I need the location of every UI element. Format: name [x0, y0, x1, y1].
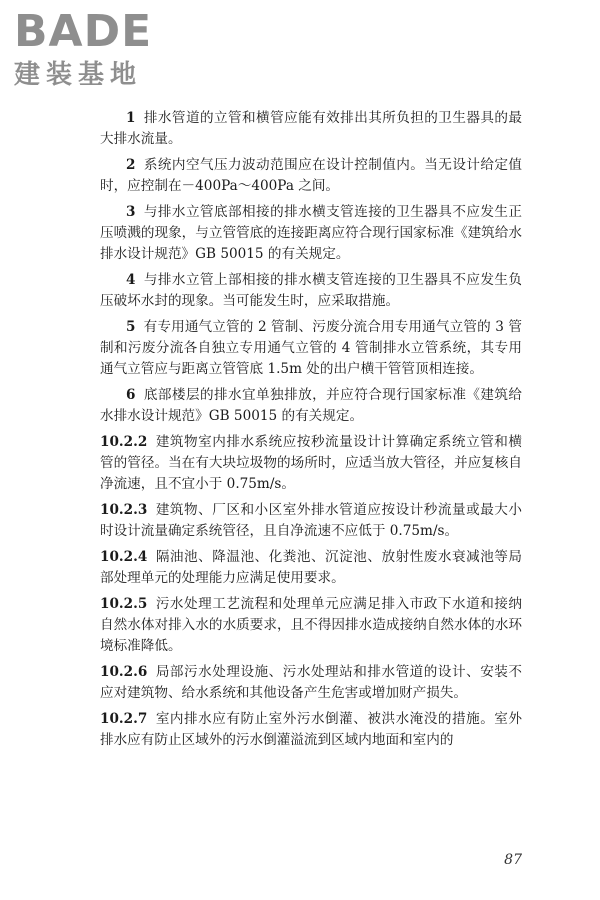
item-number: 2: [126, 157, 136, 173]
clause-number: 10.2.4: [100, 549, 148, 565]
page-number: 87: [504, 852, 522, 868]
paragraph-text: 底部楼层的排水宜单独排放，并应符合现行国家标准《建筑给水排水设计规范》GB 50015 的有关规定。: [100, 387, 522, 424]
paragraph-text: 与排水立管底部相接的排水横支管连接的卫生器具不应发生正压喷溅的现象，与立管管底的连接距离应符合现行国家标准《建筑给水排水设计规范》GB 50015 的有关规定。: [100, 204, 522, 262]
paragraph-item-6: [100, 385, 522, 427]
item-number: 3: [126, 204, 136, 220]
item-number: 5: [126, 319, 136, 335]
item-number: 4: [126, 272, 136, 288]
paragraph-item-1: [100, 108, 522, 150]
paragraph-item-5: [100, 317, 522, 380]
clause-number: 10.2.2: [100, 434, 148, 450]
clause-number: 10.2.3: [100, 502, 148, 518]
logo-subtitle: 建装基地: [14, 60, 143, 90]
clause-text: 室内排水应有防止室外污水倒灌、被洪水淹没的措施。室外排水应有防止区域外的污水倒灌溢流到区域内地面和室内的: [100, 711, 522, 748]
paragraph-item-3: [100, 202, 522, 265]
clause-text: 污水处理工艺流程和处理单元应满足排入市政下水道和接纳自然水体对排入水的水质要求，且不得因排水造成接纳自然水体的水环境标准降低。: [100, 596, 522, 654]
document-body: [100, 108, 522, 756]
paragraph-text: 与排水立管上部相接的排水横支管连接的卫生器具不应发生负压破坏水封的现象。当可能发生时，应采取措施。: [100, 272, 522, 309]
clause-10-2-6: [100, 662, 522, 704]
clause-10-2-2: [100, 432, 522, 495]
bade-logo: [14, 8, 194, 98]
clause-text: 建筑物室内排水系统应按秒流量设计计算确定系统立管和横管的管径。当在有大块垃圾物的场所时，应适当放大管径，并应复核自净流速，且不宜小于 0.75m/s。: [100, 434, 522, 492]
clause-10-2-7: [100, 709, 522, 751]
clause-10-2-4: [100, 547, 522, 589]
clause-number: 10.2.6: [100, 664, 148, 680]
clause-text: 隔油池、降温池、化粪池、沉淀池、放射性废水衰减池等局部处理单元的处理能力应满足使用要求。: [100, 549, 522, 586]
item-number: 1: [126, 110, 136, 126]
item-number: 6: [126, 387, 136, 403]
clause-number: 10.2.5: [100, 596, 148, 612]
logo-mark: BADE: [14, 6, 153, 57]
clause-10-2-3: [100, 500, 522, 542]
paragraph-text: 有专用通气立管的 2 管制、污废分流合用专用通气立管的 3 管制和污废分流各自独立专用通气立管的 4 管制排水立管系统，其专用通气立管应与距离立管管底 1.5m 处的出户横干管管顶相连接。: [100, 319, 522, 377]
paragraph-item-4: [100, 270, 522, 312]
paragraph-item-2: [100, 155, 522, 197]
clause-text: 局部污水处理设施、污水处理站和排水管道的设计、安装不应对建筑物、给水系统和其他设备产生危害或增加财产损失。: [100, 664, 522, 701]
paragraph-text: 系统内空气压力波动范围应在设计控制值内。当无设计给定值时，应控制在－400Pa～400Pa 之间。: [100, 157, 522, 194]
clause-text: 建筑物、厂区和小区室外排水管道应按设计秒流量或最大小时设计流量确定系统管径，且自净流速不应低于 0.75m/s。: [100, 502, 522, 539]
clause-10-2-5: [100, 594, 522, 657]
clause-number: 10.2.7: [100, 711, 148, 727]
paragraph-text: 排水管道的立管和横管应能有效排出其所负担的卫生器具的最大排水流量。: [100, 110, 522, 147]
